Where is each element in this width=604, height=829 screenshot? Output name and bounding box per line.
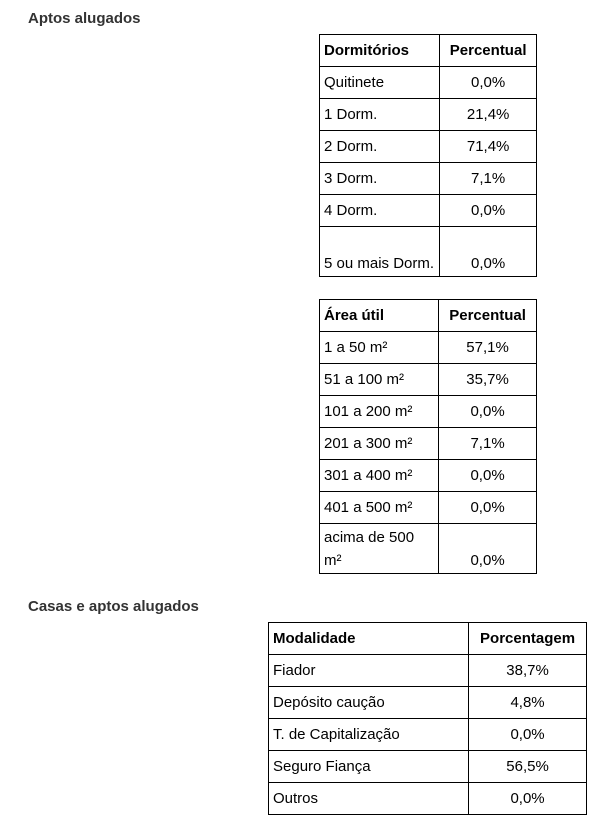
column-header-dormitorios: Dormitórios	[320, 35, 440, 67]
row-value: 0,0%	[440, 67, 537, 99]
table-row	[320, 131, 537, 163]
row-value: 0,0%	[440, 195, 537, 227]
table-row	[320, 524, 537, 574]
table-row	[269, 751, 587, 783]
row-value: 0,0%	[439, 492, 537, 524]
table-row	[320, 364, 537, 396]
table-row	[269, 687, 587, 719]
row-label: 5 ou mais Dorm.	[320, 227, 440, 277]
row-label: 51 a 100 m²	[320, 364, 439, 396]
table-row	[320, 67, 537, 99]
row-value: 0,0%	[469, 783, 587, 815]
modalidade-table	[268, 622, 587, 815]
table-row	[269, 783, 587, 815]
table-row	[320, 460, 537, 492]
column-header-modalidade: Modalidade	[269, 623, 469, 655]
row-value: 56,5%	[469, 751, 587, 783]
dormitorios-table	[319, 34, 537, 277]
column-header-area-util: Área útil	[320, 300, 439, 332]
column-header-percentual: Percentual	[439, 300, 537, 332]
table-header-row	[320, 35, 537, 67]
table-header-row	[269, 623, 587, 655]
table-header-row	[320, 300, 537, 332]
column-header-percentual: Percentual	[440, 35, 537, 67]
table-row	[320, 163, 537, 195]
row-label: 1 a 50 m²	[320, 332, 439, 364]
section-heading-aptos: Aptos alugados	[28, 10, 141, 27]
row-value: 21,4%	[440, 99, 537, 131]
row-value: 4,8%	[469, 687, 587, 719]
row-label: Seguro Fiança	[269, 751, 469, 783]
row-value: 0,0%	[440, 227, 537, 277]
table-row	[269, 719, 587, 751]
row-value: 0,0%	[469, 719, 587, 751]
table-row	[320, 195, 537, 227]
row-label: 2 Dorm.	[320, 131, 440, 163]
table-row	[320, 492, 537, 524]
table-row	[320, 332, 537, 364]
area-util-table	[319, 299, 537, 574]
row-label: Quitinete	[320, 67, 440, 99]
row-value: 0,0%	[439, 524, 537, 574]
row-label: Outros	[269, 783, 469, 815]
row-label: 3 Dorm.	[320, 163, 440, 195]
row-label: 4 Dorm.	[320, 195, 440, 227]
table-row	[320, 428, 537, 460]
row-value: 35,7%	[439, 364, 537, 396]
row-value: 0,0%	[439, 396, 537, 428]
row-label: 101 a 200 m²	[320, 396, 439, 428]
row-value: 71,4%	[440, 131, 537, 163]
table-row	[320, 396, 537, 428]
row-value: 7,1%	[440, 163, 537, 195]
row-value: 57,1%	[439, 332, 537, 364]
row-value: 7,1%	[439, 428, 537, 460]
table-row	[320, 99, 537, 131]
row-value: 38,7%	[469, 655, 587, 687]
row-label: Depósito caução	[269, 687, 469, 719]
row-label: T. de Capitalização	[269, 719, 469, 751]
row-value: 0,0%	[439, 460, 537, 492]
section-heading-casas-aptos: Casas e aptos alugados	[28, 598, 199, 615]
row-label: 301 a 400 m²	[320, 460, 439, 492]
row-label: 401 a 500 m²	[320, 492, 439, 524]
row-label: 1 Dorm.	[320, 99, 440, 131]
row-label: Fiador	[269, 655, 469, 687]
row-label: 201 a 300 m²	[320, 428, 439, 460]
column-header-porcentagem: Porcentagem	[469, 623, 587, 655]
table-row	[269, 655, 587, 687]
row-label: acima de 500 m²	[320, 524, 439, 574]
table-row	[320, 227, 537, 277]
